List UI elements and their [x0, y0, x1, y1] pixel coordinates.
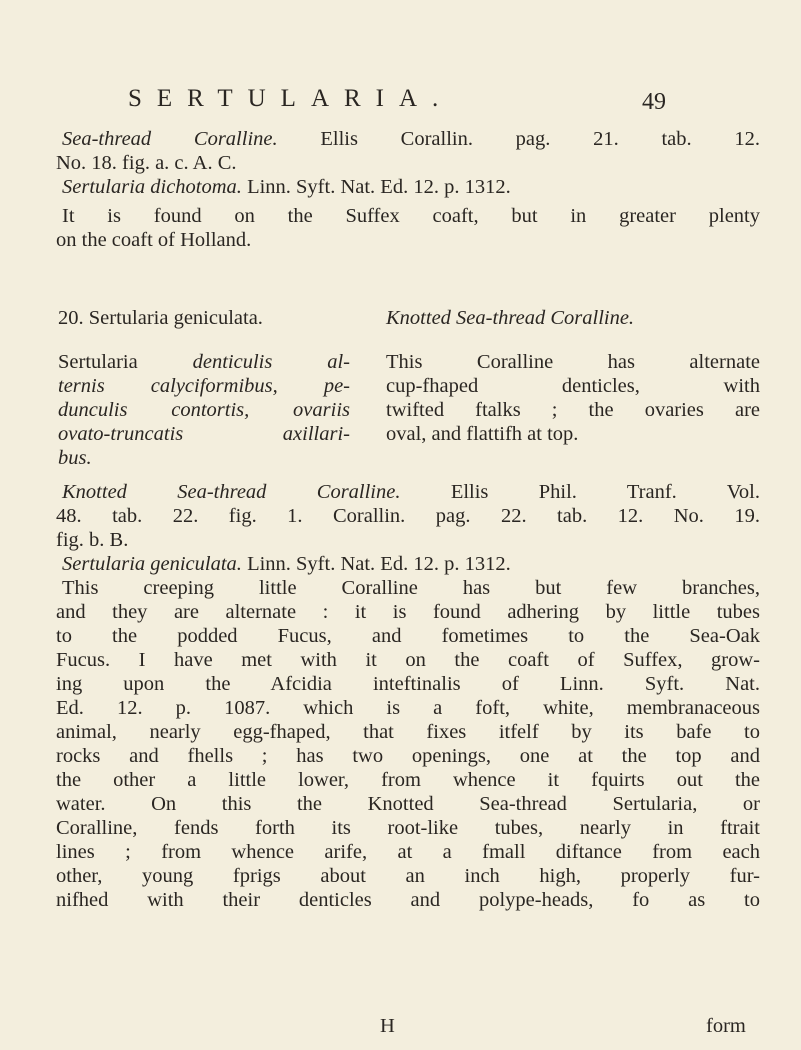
species-common-name: Knotted Sea-thread Coralline. — [386, 307, 635, 329]
text-line: It is found on the Suffex coaft, but in greater plenty — [62, 205, 760, 227]
body-line: to the podded Fucus, and fometimes to the Sea-Oak — [56, 625, 760, 647]
reference-line: Sertularia geniculata. Linn. Syft. Nat. Ed. 12. p. 1312. — [62, 553, 511, 575]
latin-line: ovato-truncatis axillari- — [58, 423, 350, 445]
latin-line: bus. — [58, 447, 92, 469]
catchword: form — [706, 1015, 746, 1037]
page-number: 49 — [642, 89, 666, 115]
body-line: Fucus. I have met with it on the coaft of Suffex, grow- — [56, 649, 760, 671]
signature-mark: H — [380, 1015, 395, 1037]
synonymy-block — [56, 127, 760, 252]
latin-line: dunculis contortis, ovariis — [58, 399, 350, 421]
body-text — [56, 576, 760, 912]
body-line: and they are alternate : it is found adhering by little tubes — [56, 601, 760, 623]
reference-line: Sertularia dichotoma. Linn. Syft. Nat. Ed. 12. p. 1312. — [62, 176, 511, 198]
body-line: the other a little lower, from whence it fquirts out the — [56, 769, 760, 791]
reference-line: No. 18. fig. a. c. A. C. — [56, 152, 237, 174]
english-line: oval, and flattifh at top. — [386, 423, 579, 445]
body-line: This creeping little Coralline has but few branches, — [62, 577, 760, 599]
english-description — [386, 350, 760, 446]
english-line: cup-fhaped denticles, with — [386, 375, 760, 397]
reference-line: Knotted Sea-thread Coralline. Ellis Phil. Tranf. Vol. — [62, 481, 760, 503]
body-line: Ed. 12. p. 1087. which is a foft, white, membranaceous — [56, 697, 760, 719]
english-line: This Coralline has alternate — [386, 351, 760, 373]
body-line: other, young fprigs about an inch high, properly fur- — [56, 865, 760, 887]
references-block — [56, 480, 760, 576]
latin-line: ternis calyciformibus, pe- — [58, 375, 350, 397]
reference-line: Sea-thread Coralline. Ellis Corallin. pag. 21. tab. 12. — [62, 128, 760, 150]
body-line: lines ; from whence arife, at a fmall diftance from each — [56, 841, 760, 863]
reference-line: 48. tab. 22. fig. 1. Corallin. pag. 22. tab. 12. No. 19. — [56, 505, 760, 527]
body-line: animal, nearly egg-fhaped, that fixes itfelf by its bafe to — [56, 721, 760, 743]
reference-line: fig. b. B. — [56, 529, 129, 551]
body-line: Coralline, fends forth its root-like tubes, nearly in ftrait — [56, 817, 760, 839]
latin-line: Sertularia denticulis al- — [58, 351, 350, 373]
body-line: ing upon the Afcidia inteftinalis of Linn. Syft. Nat. — [56, 673, 760, 695]
body-line: rocks and fhells ; has two openings, one at the top and — [56, 745, 760, 767]
text-line: on the coaft of Holland. — [56, 229, 252, 251]
body-line: water. On this the Knotted Sea-thread Sertularia, or — [56, 793, 760, 815]
english-line: twifted ftalks ; the ovaries are — [386, 399, 760, 421]
latin-description — [58, 350, 350, 470]
species-heading: 20. Sertularia geniculata. — [58, 307, 263, 329]
running-head: SERTULARIA. — [128, 85, 454, 112]
body-line: nifhed with their denticles and polype-heads, fo as to — [56, 889, 760, 911]
